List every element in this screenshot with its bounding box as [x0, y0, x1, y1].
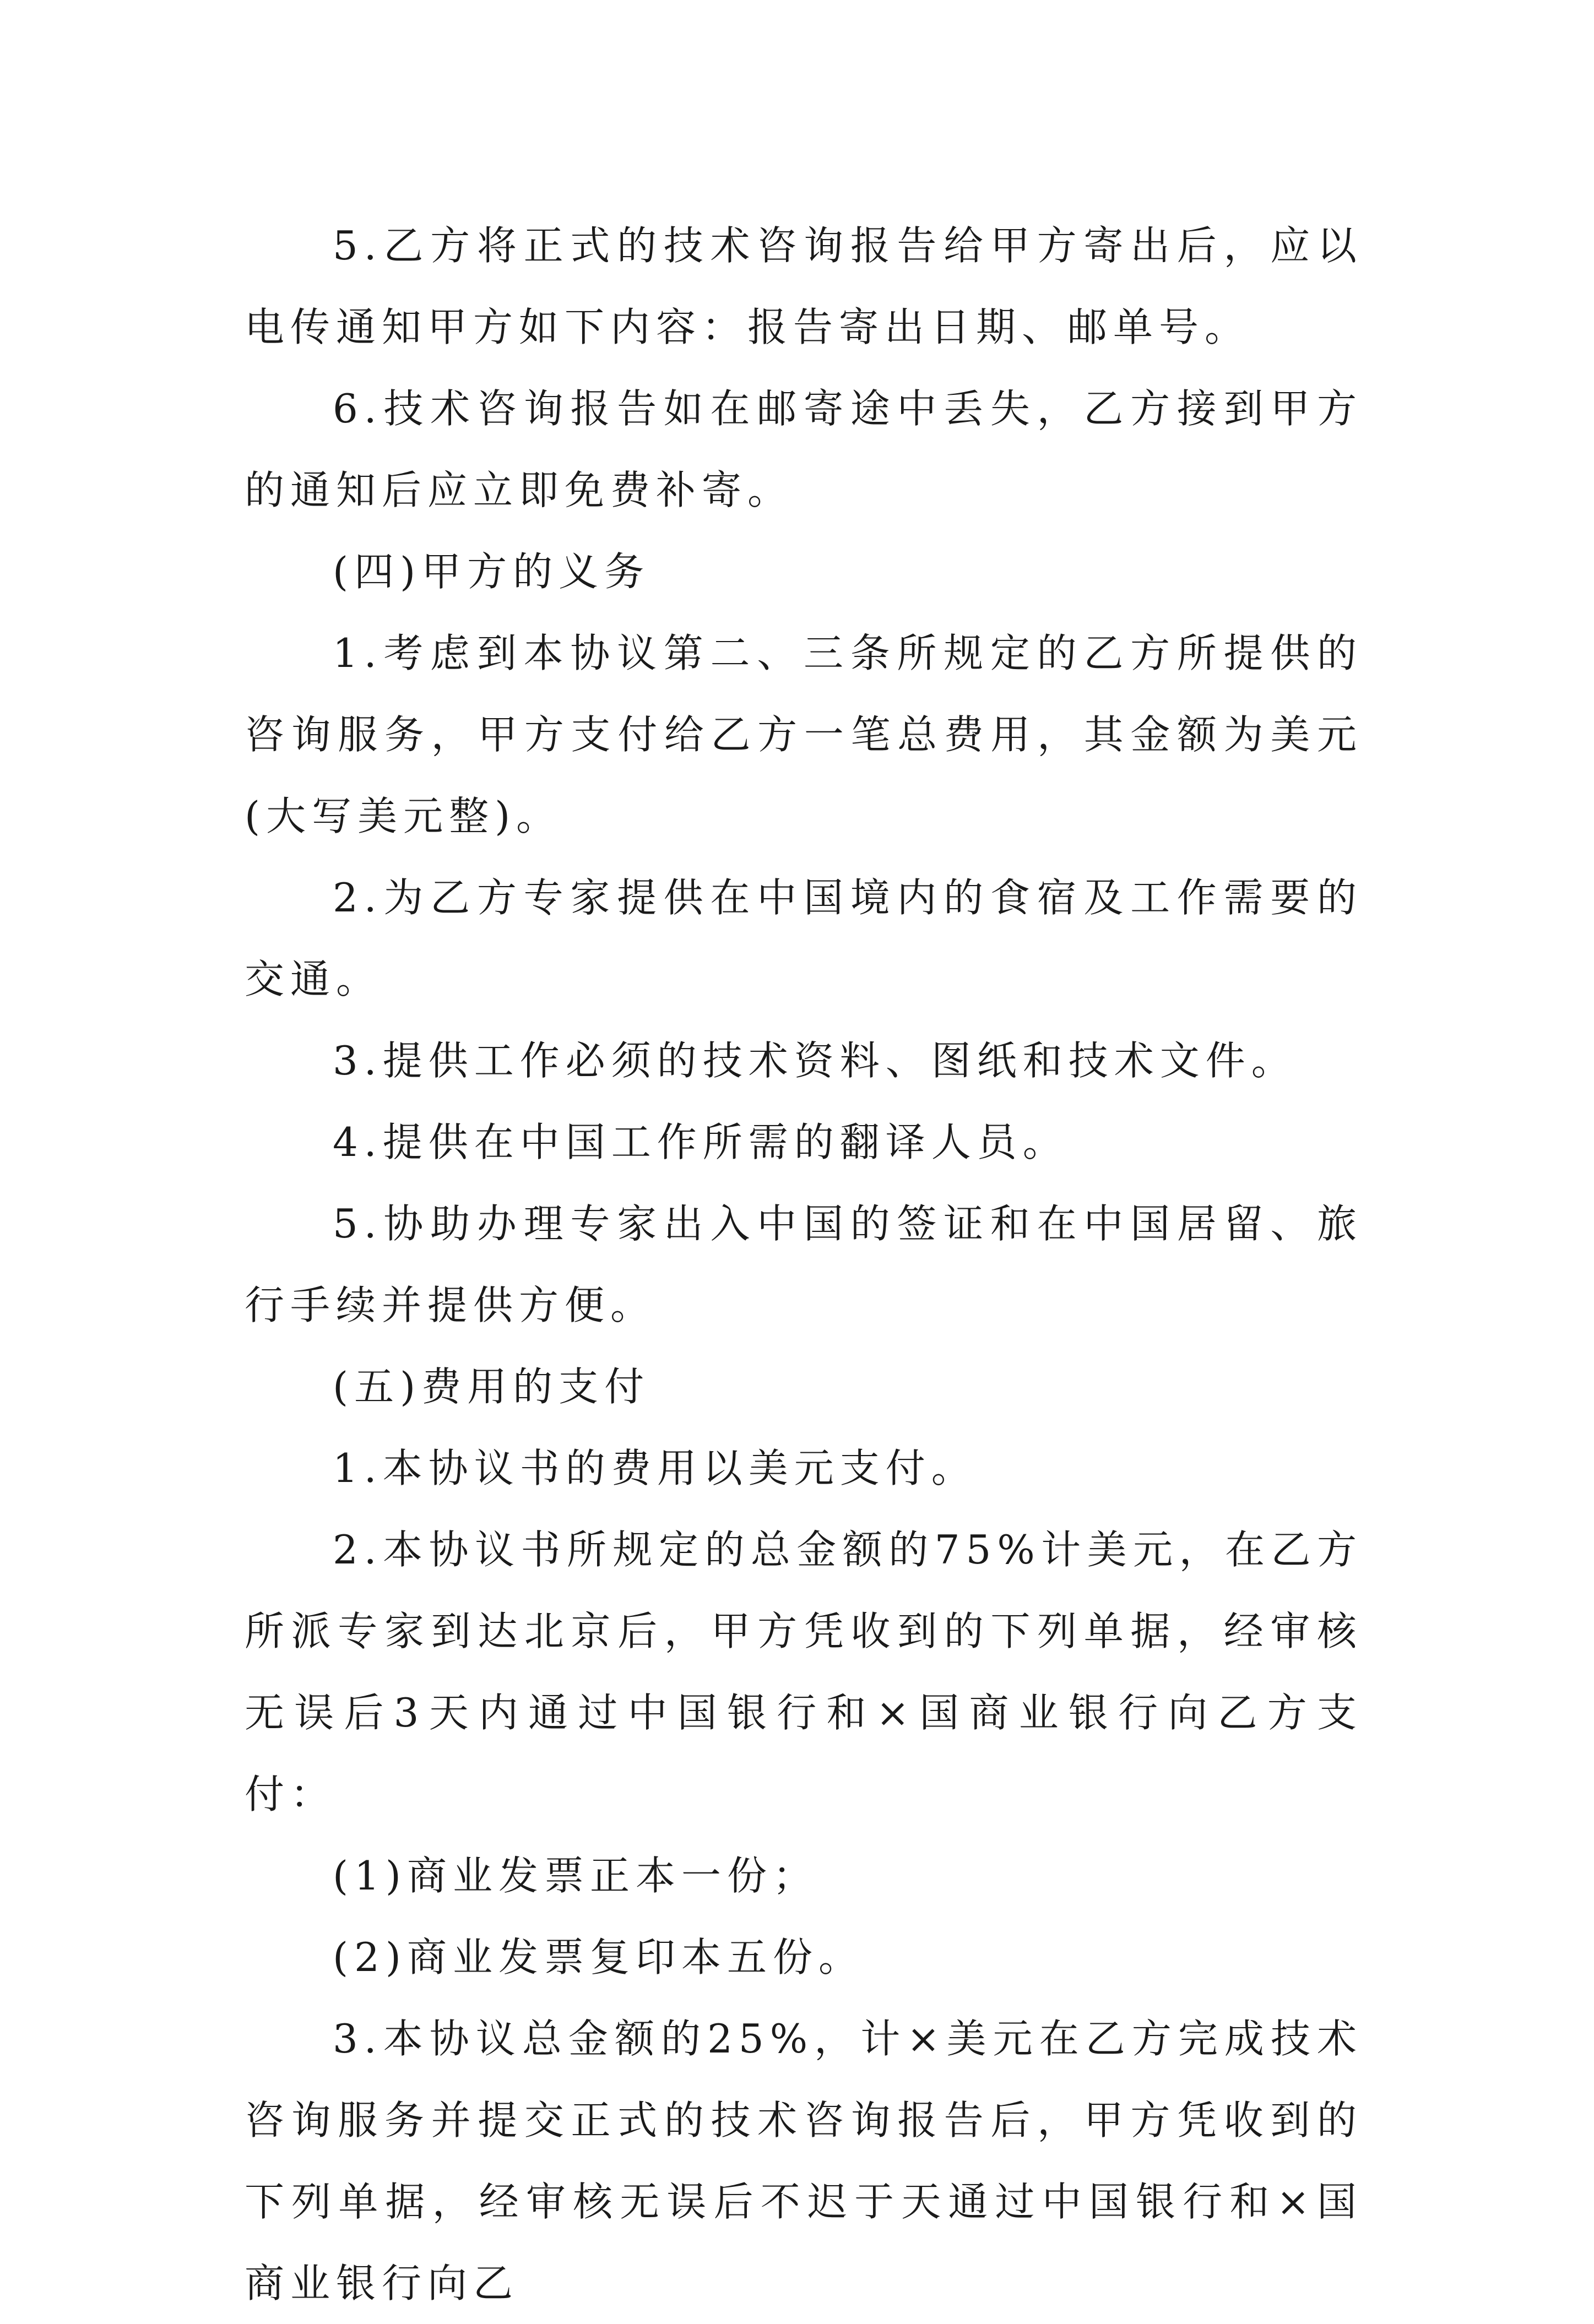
paragraph-a3-technical-materials: 3.提供工作必须的技术资料、图纸和技术文件。: [333, 1038, 1297, 1084]
paragraph-a4-translators: 4.提供在中国工作所需的翻译人员。: [333, 1119, 1069, 1165]
section-heading-payment: (五)费用的支付: [333, 1364, 650, 1410]
list-item-invoice-original: (1)商业发票正本一份；: [333, 1853, 818, 1899]
document-body: [245, 205, 1363, 2324]
paragraph-p2-first-payment: 2.本协议书所规定的总金额的75%计美元，在乙方所派专家到达北京后，甲方凭收到的下列单据，经审核无误后3天内通过中国银行和×国商业银行向乙方支付：: [245, 1527, 1363, 1817]
paragraph-p3-final-payment: 3.本协议总金额的25%，计×美元在乙方完成技术咨询服务并提交正式的技术咨询报告后，甲方凭收到的下列单据，经审核无误后不迟于天通过中国银行和×国商业银行向乙: [245, 2016, 1363, 2306]
list-item-invoice-copies: (2)商业发票复印本五份。: [333, 1934, 864, 1980]
paragraph-6-report-lost: 6.技术咨询报告如在邮寄途中丢失，乙方接到甲方的通知后应立即免费补寄。: [245, 385, 1363, 513]
section-heading-party-a-obligations: (四)甲方的义务: [333, 549, 650, 595]
paragraph-a5-visa-assistance: 5.协助办理专家出入中国的签证和在中国居留、旅行手续并提供方便。: [245, 1201, 1363, 1328]
paragraph-5-report-notice: 5.乙方将正式的技术咨询报告给甲方寄出后，应以电传通知甲方如下内容：报告寄出日期、邮单号。: [245, 222, 1363, 350]
paragraph-a1-total-fee: 1.考虑到本协议第二、三条所规定的乙方所提供的咨询服务，甲方支付给乙方一笔总费用，其金额为美元(大写美元整)。: [245, 630, 1363, 839]
paragraph-p1-currency: 1.本协议书的费用以美元支付。: [333, 1445, 977, 1491]
paragraph-a2-lodging-transport: 2.为乙方专家提供在中国境内的食宿及工作需要的交通。: [245, 875, 1363, 1002]
